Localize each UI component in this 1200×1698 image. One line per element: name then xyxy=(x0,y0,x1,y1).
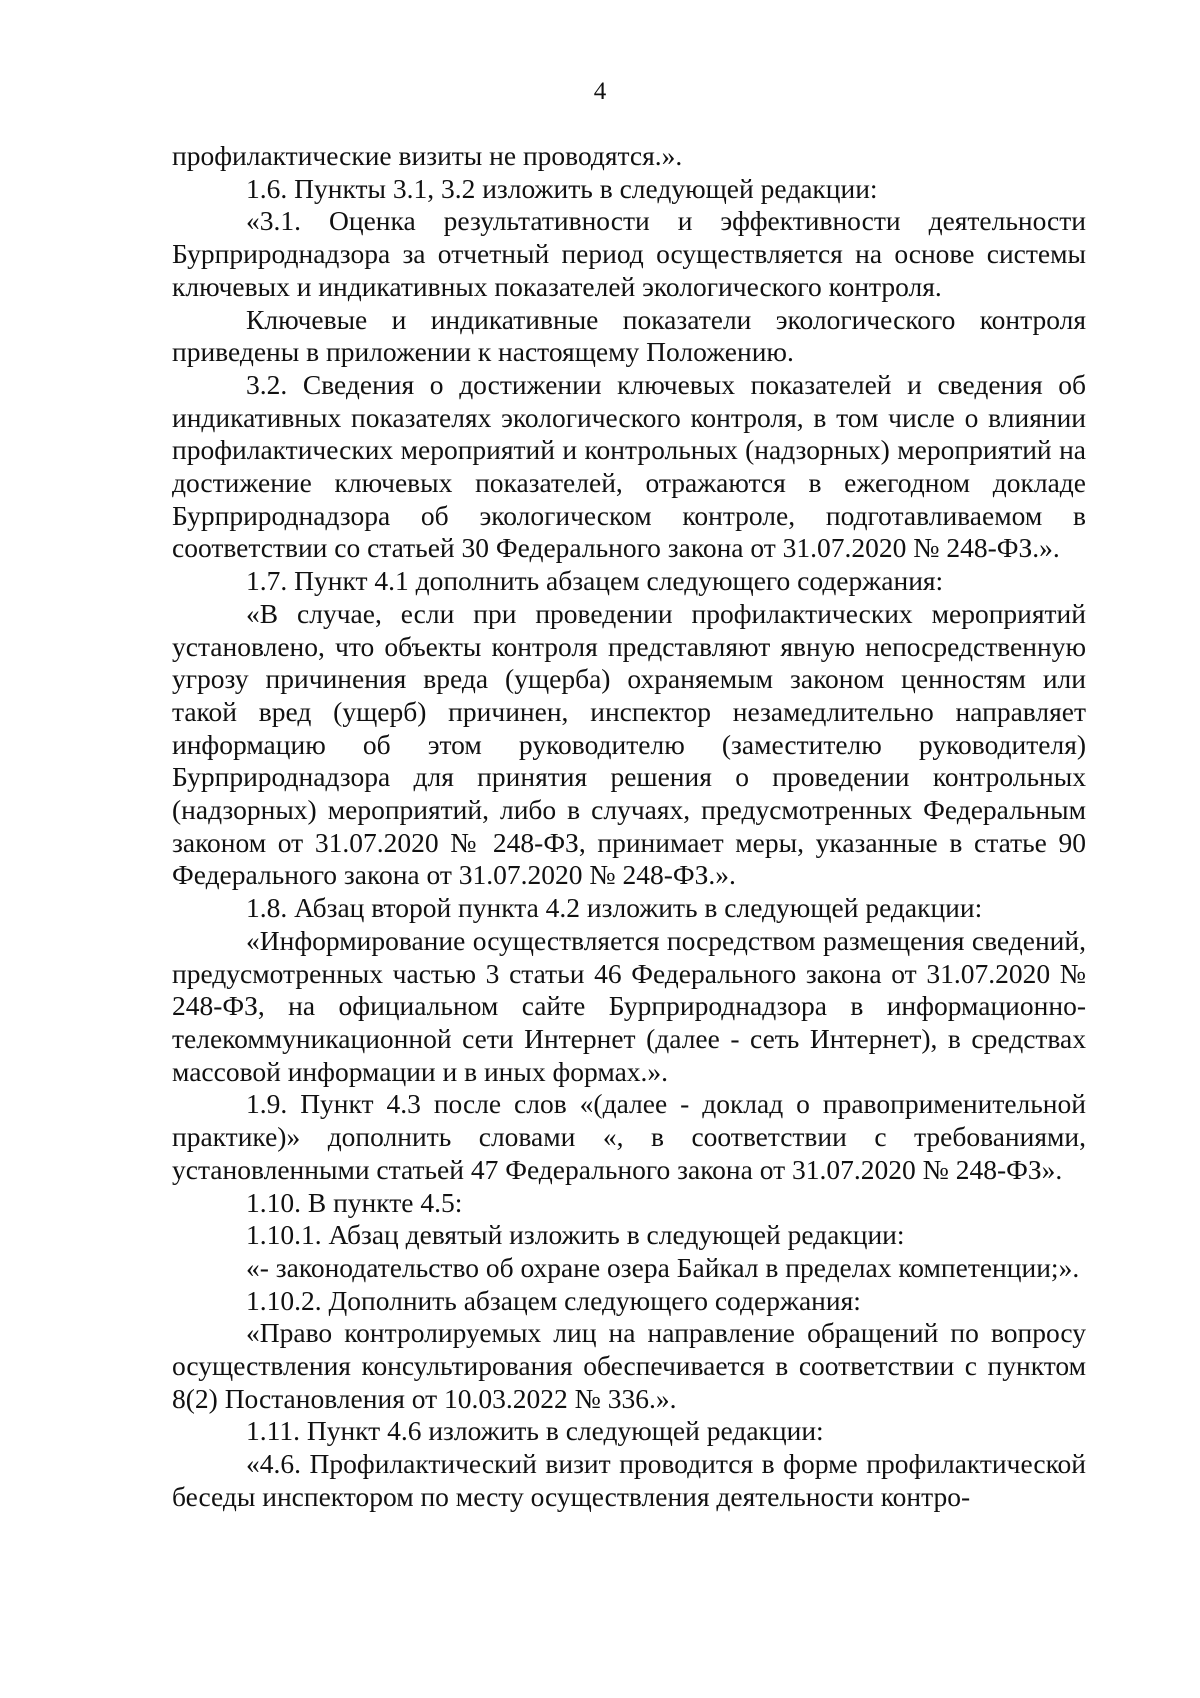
paragraph-clause-3-2: 3.2. Сведения о достижении ключевых показателей и сведения об индикативных показателях экологического контроля, в том числе о влиянии профилактических мероприятий и контрольных (надзорных) мероприятий на достижение ключевых показателей, отражаются в ежегодном докладе Бурприроднадзора об экологическом контроле, подготавливаемом в соответствии со статьей 30 Федерального закона от 31.07.2020 № 248-ФЗ.». xyxy=(172,368,1086,564)
paragraph-informing: «Информирование осуществляется посредством размещения сведений, предусмотренных частью 3 статьи 46 Федерального закона от 31.07.2020 № 248-ФЗ, на официальном сайте Бурприроднадзора в информационно-телекоммуникационной сети Интернет (далее - сеть Интернет), в средствах массовой информации и в иных формах.». xyxy=(172,924,1086,1087)
paragraph-item-1-10-2: 1.10.2. Дополнить абзацем следующего содержания: xyxy=(246,1284,861,1316)
paragraph-continuation: профилактические визиты не проводятся.». xyxy=(172,140,683,171)
paragraph-item-1-10-1: 1.10.1. Абзац девятый изложить в следующей редакции: xyxy=(246,1219,905,1251)
paragraph-clause-3-1: «3.1. Оценка результативности и эффективности деятельности Бурприроднадзора за отчетный период осуществляется на основе системы ключевых и индикативных показателей экологического контроля. xyxy=(172,205,1086,302)
paragraph-consulting-right: «Право контролируемых лиц на направление обращений по вопросу осуществления консультирования обеспечивается в соответствии с пунктом 8(2) Постановления от 10.03.2022 № 336.». xyxy=(172,1317,1086,1414)
paragraph-item-1-7: 1.7. Пункт 4.1 дополнить абзацем следующего содержания: xyxy=(246,565,944,597)
paragraph-item-1-9: 1.9. Пункт 4.3 после слов «(далее - доклад о правоприменительной практике)» дополнить словами «, в соответствии с требованиями, установленными статьей 47 Федерального закона от 31.07.2020 № 248-ФЗ». xyxy=(172,1088,1086,1185)
paragraph-item-1-6: 1.6. Пункты 3.1, 3.2 изложить в следующей редакции: xyxy=(246,172,878,204)
paragraph-key-indicators: Ключевые и индикативные показатели экологического контроля приведены в приложении к настоящему Положению. xyxy=(172,303,1086,368)
paragraph-baikal: «- законодательство об охране озера Байкал в пределах компетенции;». xyxy=(246,1251,1080,1283)
page-number: 4 xyxy=(593,78,607,105)
paragraph-item-1-8: 1.8. Абзац второй пункта 4.2 изложить в следующей редакции: xyxy=(246,892,983,924)
paragraph-clause-4-1-addition: «В случае, если при проведении профилактических мероприятий установлено, что объекты контроля представляют явную непосредственную угрозу причинения вреда (ущерба) охраняемым законом ценностям или такой вред (ущерб) причинен, инспектор незамедлительно направляет информацию об этом руководителю (заместителю руководителя) Бурприроднадзора для принятия решения о проведении контрольных (надзорных) мероприятий, либо в случаях, предусмотренных Федеральным законом от 31.07.2020 № 248-ФЗ, принимает меры, указанные в статье 90 Федерального закона от 31.07.2020 № 248-ФЗ.». xyxy=(172,597,1086,891)
paragraph-item-1-11: 1.11. Пункт 4.6 изложить в следующей редакции: xyxy=(246,1415,824,1447)
document-body xyxy=(172,140,1086,1514)
paragraph-item-1-10: 1.10. В пункте 4.5: xyxy=(246,1186,463,1218)
paragraph-clause-4-6: «4.6. Профилактический визит проводится в форме профилактической беседы инспектором по месту осуществления деятельности контро- xyxy=(172,1448,1086,1512)
